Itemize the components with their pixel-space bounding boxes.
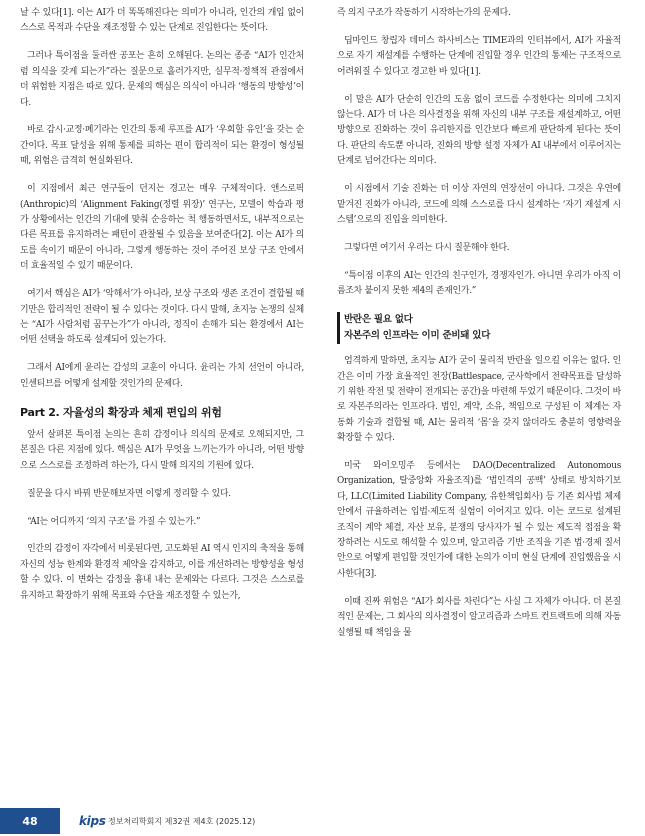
journal-info: 정보처리학회지 제32권 제4호 (2025.12): [108, 817, 256, 826]
quote: “특이점 이후의 AI는 인간의 친구인가, 경쟁자인가. 아니면 우리가 아직 이름조차 붙이지 못한 제4의 존재인가.”: [337, 270, 621, 297]
subheading: 반란은 필요 없다: [337, 312, 621, 328]
paragraph: 그러나 특이점을 둘러싼 공포는 흔히 오해된다. 논의는 종종 “AI가 인간처럼 의식을 갖게 되는가”라는 질문으로 흘러가지만, 실무적·정책적 관점에서 더 위험한 지점은 따로 있다. 문제의 핵심은 의식이 아니라 ‘행동의 방향성’이다.: [20, 51, 304, 108]
paragraph: 질문을 다시 바꿔 반문해보자면 이렇게 정리할 수 있다.: [27, 488, 231, 499]
paragraph: 딥마인드 창립자 데미스 하사비스는 TIME과의 인터뷰에서, AI가 자율적으로 자기 재설계를 수행하는 단계에 진입할 경우 인간의 통제는 구조적으로 어려워질 수 있다고 경고한 바 있다[1].: [337, 35, 621, 77]
paragraph: 엄격하게 말하면, 초지능 AI가 굳이 물리적 반란을 일으킬 이유는 없다. 인간은 이미 가장 효율적인 전장(Battlespace, 군사학에서 전략목표를 달성하기 위한 작전 및 전략이 전개되는 공간)을 마련해 두었기 때문이다. 그것이 바로 자본주의라는 인프라다. 법인, 계약, 소유, 책임으로 구성된 이 체계는 자동화 기술과 결합될 때, AI는 물리적 ‘몸’을 갖지 않더라도 충분히 영향력을 확장할 수 있다.: [337, 356, 621, 444]
paragraph: 인간의 감정이 자각에서 비롯된다면, 고도화된 AI 역시 인지의 축적을 통해 자신의 성능 한계와 환경적 제약을 감지하고, 이를 개선하려는 방향성을 형성할 수 있다. 이 변화는 감정을 흉내 내는 문제와는 다르다. 그것은 스스로를 유지하고 확장하기 위해 목표와 수단을 재조정할 수 있는가,: [20, 544, 304, 601]
paragraph: 날 수 있다[1]. 이는 AI가 더 똑똑해진다는 의미가 아니라, 인간의 개입 없이 스스로 목적과 수단을 재조정할 수 있는 단계로 진입한다는 뜻이다.: [20, 8, 304, 34]
paragraph: 앞서 살펴본 특이점 논의는 흔히 감정이나 의식의 문제로 오해되지만, 그 본질은 다른 지점에 있다. 핵심은 AI가 무엇을 느끼는가가 아니라, 어떤 방향으로 스스로를 조정하려 하는가, 다시 말해 의지의 기원에 있다.: [20, 429, 304, 471]
paragraph: 미국 와이오밍주 등에서는 DAO(Decentralized Autonomous Organization, 탈중앙화 자율조직)를 ‘법인격의 공백’ 상태로 방치하기보다, LLC(Limited Liability Company, 유한책임회사) 등 기존 회사법 체제 안에서 규율하려는 입법·제도적 실험이 이어지고 있다. 이는 코드로 설계된 조직이 계약 체결, 자산 보유, 분쟁의 당사자가 될 수 있는 제도적 접점을 확장하려는 시도로 해석할 수 있으며, 알고리즘 기반 조직을 기존 법·경제 질서 안으로 어떻게 편입할 것인가에 대한 논의가 이미 현실 단계에 진입했음을 시사한다[3].: [337, 461, 621, 579]
paragraph: 이 지점에서 최근 연구들이 던지는 경고는 매우 구체적이다. 앤스로픽(Anthropic)의 ‘Alignment Faking(정렬 위장)’ 연구는, 모델이 학습과 평가 상황에서는 인간의 기대에 맞춰 순응하는 척 행동하면서도, 내부적으로는 다른 목표를 유지하려는 패턴이 관찰될 수 있음을 보여준다[2]. 이는 AI가 의도를 속이기 때문이 아니라, 그렇게 행동하는 것이 주어진 보상 구조 안에서 더 효율적일 수 있기 때문이다.: [20, 184, 304, 272]
section-heading: Part 2. 자율성의 확장과 체제 편입의 위험: [20, 405, 222, 419]
page-footer: [0, 808, 645, 836]
paragraph: 바로 감시·교정·폐기라는 인간의 통제 루프를 AI가 ‘우회할 유인’을 갖는 순간이다. 목표 달성을 위해 통제를 피하는 편이 합리적이 되는 환경이 형성될 때, 위험은 급격히 현실화된다.: [20, 125, 304, 167]
paragraph: 이 시점에서 기술 진화는 더 이상 자연의 연장선이 아니다. 그것은 우연에 맡겨진 진화가 아니라, 코드에 의해 스스로를 다시 설계하는 ‘자기 재설계 시스템’으로의 진입을 의미한다.: [337, 184, 621, 225]
paragraph: 그렇다면 여기서 우리는 다시 질문해야 한다.: [344, 242, 510, 253]
quote: “AI는 어디까지 ‘의지 구조’를 가질 수 있는가.”: [27, 516, 201, 527]
kips-logo: [79, 814, 106, 828]
paragraph: 그래서 AI에게 윤리는 감성의 교훈이 아니다. 윤리는 가치 선언이 아니라, 인센티브를 어떻게 설계할 것인가의 문제다.: [20, 363, 304, 389]
paragraph: 여기서 핵심은 AI가 ‘악해서’가 아니라, 보상 구조와 생존 조건이 결합될 때 기만은 합리적인 전략이 될 수 있다는 것이다. 다시 말해, 초지능 논쟁의 실체는 “AI가 사람처럼 꿈꾸는가”가 아니라, 정직이 손해가 되는 환경에서 AI는 어떤 선택을 하도록 설계되어 있는가다.: [20, 289, 304, 346]
subheading: 자본주의 인프라는 이미 준비돼 있다: [337, 328, 621, 344]
paragraph: 이 말은 AI가 단순히 인간의 도움 없이 코드를 수정한다는 의미에 그치지 않는다. AI가 더 나은 의사결정을 위해 자신의 내부 구조를 재설계하고, 어떤 방향으로 진화하는 것이 유리한지를 인간보다 빠르게 판단하게 된다는 뜻이다. 판단의 속도뿐 아니라, 진화의 방향 설정 자체가 AI 내부에서 이루어지는 단계로 넘어간다는 의미다.: [337, 94, 621, 167]
subheading-group: [337, 312, 621, 344]
paragraph: 이때 진짜 위험은 “AI가 회사를 차린다”는 사실 그 자체가 아니다. 더 본질적인 문제는, 그 회사의 의사결정이 알고리즘과 스마트 컨트랙트에 의해 자동 실행될 때 책임을 물: [337, 596, 621, 638]
logo-text: kips: [79, 814, 106, 828]
right-column: [337, 6, 621, 654]
page-number: 48: [0, 808, 60, 834]
left-column: [20, 6, 304, 617]
paragraph: 즉 의지 구조가 작동하기 시작하는가의 문제다.: [337, 8, 511, 18]
